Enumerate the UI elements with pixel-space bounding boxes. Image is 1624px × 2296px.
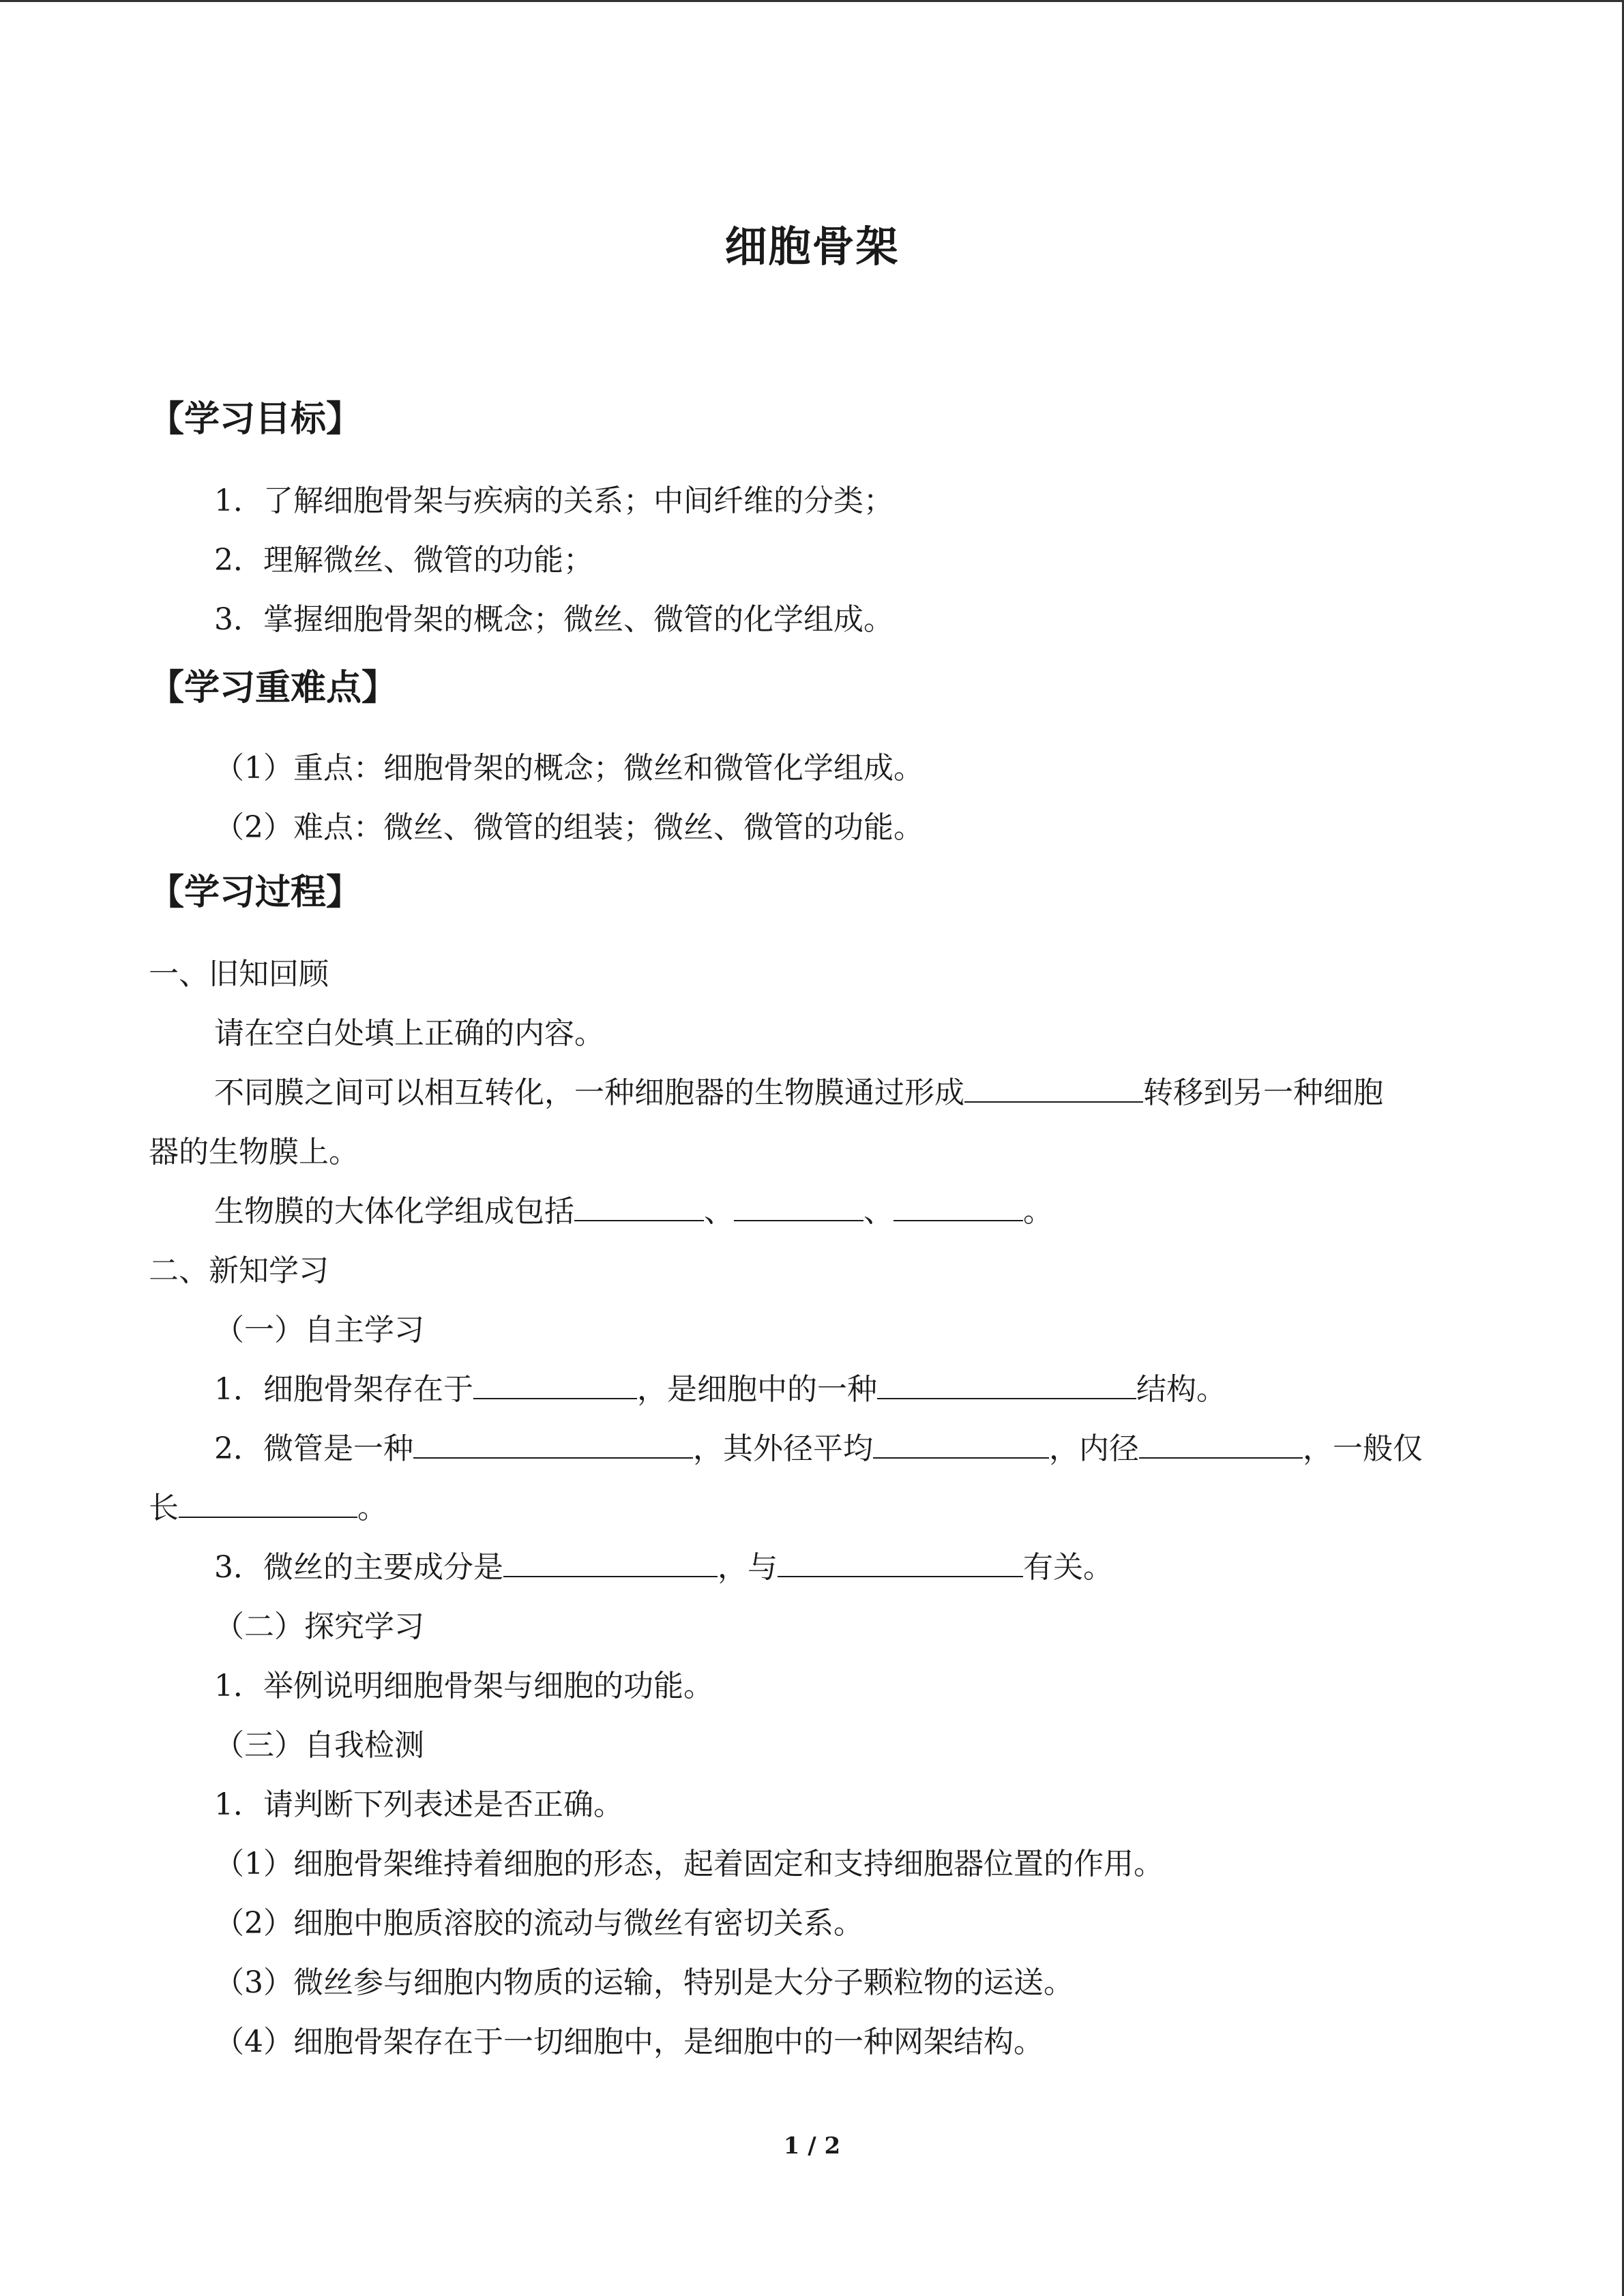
objective-item-2: 2．理解微丝、微管的功能； — [214, 543, 593, 578]
ss-q3-text-b: ，与 — [718, 1550, 778, 1585]
fill-blank[interactable] — [734, 1190, 863, 1221]
review-q2-text: 生物膜的大体化学组成包括 — [214, 1194, 574, 1229]
fill-blank[interactable] — [574, 1190, 704, 1221]
fill-blank[interactable] — [873, 1427, 1049, 1459]
fill-blank[interactable] — [179, 1487, 357, 1518]
objective-item-1: 1．了解细胞骨架与疾病的关系；中间纤维的分类； — [214, 483, 894, 518]
review-q1-text-a: 不同膜之间可以相互转化，一种细胞器的生物膜通过形成 — [214, 1075, 964, 1110]
ss-q3-text-a: 3．微丝的主要成分是 — [214, 1550, 503, 1585]
fill-blank[interactable] — [1139, 1427, 1303, 1459]
fill-blank[interactable] — [894, 1190, 1023, 1221]
ss-q2-text-c: ，内径 — [1049, 1431, 1139, 1466]
ss-q2-text-e: 长 — [149, 1491, 179, 1525]
objective-item-3: 3．掌握细胞骨架的概念；微丝、微管的化学组成。 — [214, 602, 894, 637]
page-number: 1 / 2 — [783, 2132, 841, 2160]
ss-q2-text-a: 2．微管是一种 — [214, 1431, 413, 1466]
review-q1-text-b: 转移到另一种细胞 — [1143, 1075, 1383, 1110]
inquiry-question-1: 1．举例说明细胞骨架与细胞的功能。 — [214, 1669, 713, 1703]
self-check-statement-2: （2）细胞中胞质溶胶的流动与微丝有密切关系。 — [214, 1906, 863, 1941]
ss-q3-text-c: 有关。 — [1023, 1550, 1113, 1585]
ss-q1-text-c: 结构。 — [1136, 1372, 1226, 1407]
review-question-1 — [214, 1068, 1383, 1112]
self-study-question-3 — [214, 1542, 1113, 1586]
fill-blank[interactable] — [964, 1071, 1143, 1103]
ss-q1-text-b: ，是细胞中的一种 — [637, 1372, 877, 1407]
key-points-heading: 【学习重难点】 — [149, 667, 398, 709]
review-section-title: 一、旧知回顾 — [149, 957, 329, 992]
new-learning-title: 二、新知学习 — [149, 1253, 329, 1288]
review-q2-sep: 、 — [704, 1194, 734, 1229]
process-heading: 【学习过程】 — [149, 871, 362, 913]
self-study-question-2 — [214, 1424, 1423, 1467]
ss-q2-text-f: 。 — [357, 1491, 387, 1525]
self-check-statement-4: （4）细胞骨架存在于一切细胞中，是细胞中的一种网架结构。 — [214, 2025, 1044, 2059]
self-check-title: （三）自我检测 — [214, 1728, 424, 1763]
fill-blank[interactable] — [778, 1546, 1023, 1577]
self-check-question-1: 1．请判断下列表述是否正确。 — [214, 1787, 623, 1822]
inquiry-title: （二）探究学习 — [214, 1609, 424, 1644]
self-check-statement-1: （1）细胞骨架维持着细胞的形态，起着固定和支持细胞器位置的作用。 — [214, 1847, 1164, 1881]
fill-blank[interactable] — [503, 1546, 718, 1577]
review-question-2 — [214, 1187, 1053, 1230]
review-q2-sep: 、 — [863, 1194, 894, 1229]
review-question-1-cont: 器的生物膜上。 — [149, 1135, 359, 1169]
review-instruction: 请在空白处填上正确的内容。 — [214, 1016, 604, 1051]
ss-q2-text-d: ，一般仅 — [1303, 1431, 1423, 1466]
review-q2-end: 。 — [1023, 1194, 1053, 1229]
key-point-difficulty: （2）难点：微丝、微管的组装；微丝、微管的功能。 — [214, 810, 924, 845]
ss-q2-text-b: ，其外径平均 — [693, 1431, 873, 1466]
objectives-heading: 【学习目标】 — [149, 398, 362, 440]
self-study-question-1 — [214, 1365, 1226, 1408]
fill-blank[interactable] — [877, 1368, 1136, 1399]
ss-q1-text-a: 1．细胞骨架存在于 — [214, 1372, 473, 1407]
fill-blank[interactable] — [473, 1368, 637, 1399]
self-study-title: （一）自主学习 — [214, 1313, 424, 1347]
fill-blank[interactable] — [413, 1427, 693, 1459]
key-point-focus: （1）重点：细胞骨架的概念；微丝和微管化学组成。 — [214, 751, 924, 786]
document-title: 细胞骨架 — [724, 222, 900, 271]
self-check-statement-3: （3）微丝参与细胞内物质的运输，特别是大分子颗粒物的运送。 — [214, 1965, 1074, 2000]
self-study-question-2-cont — [149, 1483, 387, 1527]
